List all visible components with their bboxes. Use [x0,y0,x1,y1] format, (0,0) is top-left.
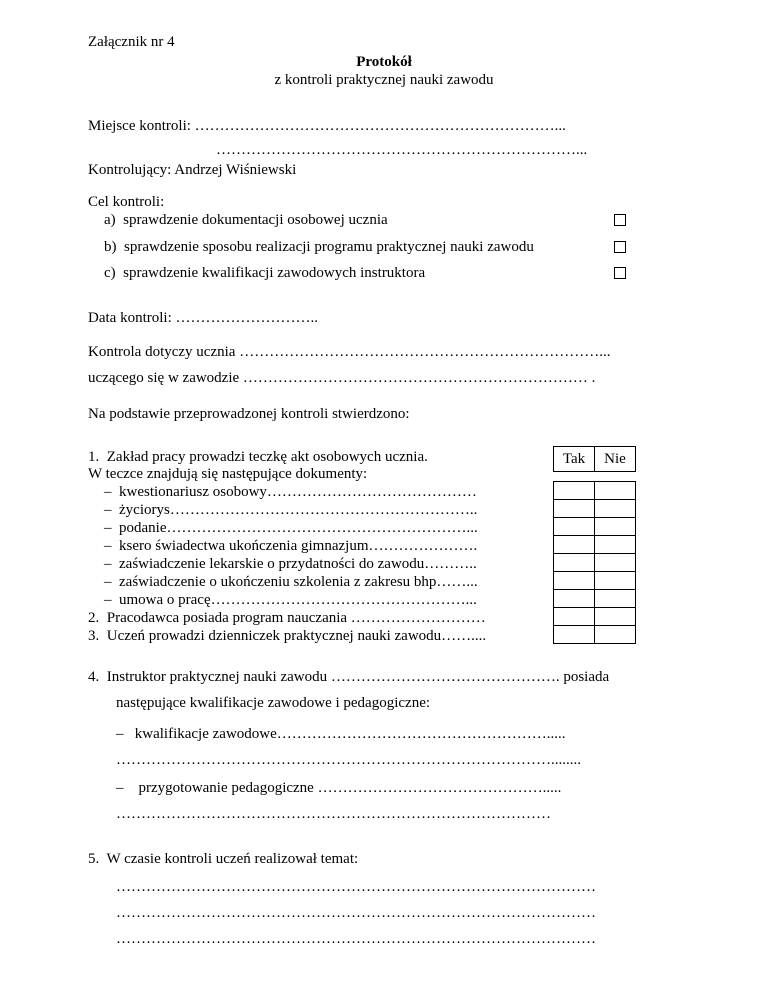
no-cell[interactable] [595,482,636,500]
no-cell[interactable] [595,500,636,518]
yes-cell[interactable] [554,608,595,626]
yes-cell[interactable] [554,626,595,644]
professional-qualifications-line-2[interactable]: ……………………………………………………………………………........ [116,752,581,768]
topic-line[interactable]: …………………………………………………………………………………… [116,905,596,921]
yes-no-grid [553,481,636,644]
no-cell[interactable] [595,590,636,608]
purpose-option-a: a) sprawdzenie dokumentacji osobowej ucznia [104,212,388,228]
yes-no-header [553,446,636,472]
yes-cell[interactable] [554,500,595,518]
instructor-field[interactable]: 4. Instruktor praktycznej nauki zawodu ………………………………………. posiada [88,669,610,685]
no-cell[interactable] [595,626,636,644]
attachment-label: Załącznik nr 4 [88,34,175,50]
pedagogical-preparation-line-2[interactable]: …………………………………………………………………………… [116,806,551,822]
pedagogical-preparation-field[interactable]: – przygotowanie pedagogiczne ………………………………………..... [116,780,562,796]
findings-intro: Na podstawie przeprowadzonej kontroli stwierdzono: [88,406,410,422]
no-header: Nie [595,447,636,472]
inspection-date-field[interactable]: Data kontroli: ……………………….. [88,310,318,326]
yes-cell[interactable] [554,536,595,554]
purpose-c-checkbox[interactable] [614,267,626,279]
student-profession-field[interactable]: uczącego się w zawodzie …………………………………………………………… . [88,370,596,386]
yes-cell[interactable] [554,554,595,572]
place-of-inspection-field[interactable]: Miejsce kontroli: ………………………………………………………………... [88,118,566,134]
document-item: – życiorys…………………………………………………….. [104,502,478,518]
purpose-option-b: b) sprawdzenie sposobu realizacji programu praktycznej nauki zawodu [104,239,534,255]
document-subtitle: z kontroli praktycznej nauki zawodu [274,72,494,88]
document-item: – kwestionariusz osobowy…………………………………… [104,484,477,500]
finding-2: 2. Pracodawca posiada program nauczania ……………………… [88,610,486,626]
purpose-b-checkbox[interactable] [614,241,626,253]
document-item: – podanie……………………………………………………... [104,520,478,536]
yes-cell[interactable] [554,590,595,608]
topic-line[interactable]: …………………………………………………………………………………… [116,879,596,895]
topic-line[interactable]: …………………………………………………………………………………… [116,931,596,947]
instructor-qualifications-label: następujące kwalifikacje zawodowe i pedagogiczne: [116,695,431,711]
student-field[interactable]: Kontrola dotyczy ucznia ………………………………………………………………... [88,344,611,360]
finding-3: 3. Uczeń prowadzi dzienniczek praktycznej nauki zawodu…….... [88,628,487,644]
professional-qualifications-field[interactable]: – kwalifikacje zawodowe………………………………………………..... [116,726,566,742]
document-item: – zaświadczenie lekarskie o przydatności do zawodu……….. [104,556,477,572]
no-cell[interactable] [595,554,636,572]
yes-header: Tak [554,447,595,472]
no-cell[interactable] [595,518,636,536]
yes-cell[interactable] [554,518,595,536]
no-cell[interactable] [595,536,636,554]
document-title: Protokół [356,54,412,70]
yes-cell[interactable] [554,482,595,500]
topic-label: 5. W czasie kontroli uczeń realizował temat: [88,851,359,867]
purpose-a-checkbox[interactable] [614,214,626,226]
no-cell[interactable] [595,572,636,590]
finding-1: 1. Zakład pracy prowadzi teczkę akt osobowych ucznia. [88,449,428,465]
purpose-option-c: c) sprawdzenie kwalifikacji zawodowych instruktora [104,265,426,281]
finding-1-subtitle: W teczce znajdują się następujące dokumenty: [88,466,368,482]
place-of-inspection-line-2[interactable]: ………………………………………………………………... [216,142,588,158]
yes-cell[interactable] [554,572,595,590]
document-item: – ksero świadectwa ukończenia gimnazjum…………………. [104,538,478,554]
no-cell[interactable] [595,608,636,626]
inspector: Kontrolujący: Andrzej Wiśniewski [88,162,297,178]
document-item: – zaświadczenie o ukończeniu szkolenia z zakresu bhp……... [104,574,478,590]
document-item: – umowa o pracę……………………………………………... [104,592,477,608]
purpose-label: Cel kontroli: [88,194,165,210]
